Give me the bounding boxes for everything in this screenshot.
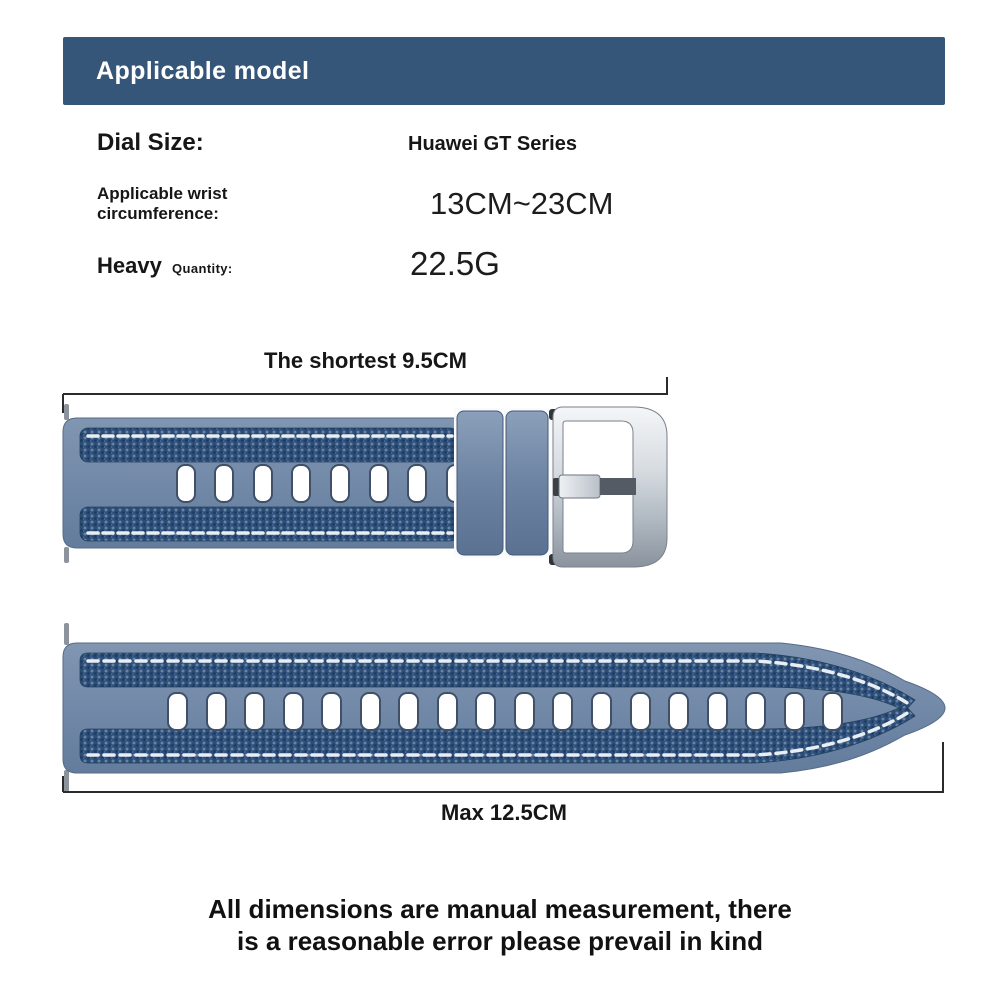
dial-size-label: Dial Size: [97, 129, 204, 156]
long-strap-caption: Max 12.5CM [441, 800, 567, 825]
long-strap-image [55, 615, 960, 800]
spring-bar-pin [64, 547, 69, 563]
short-strap-image [55, 400, 675, 575]
section-header [63, 37, 945, 105]
spring-bar-pin [64, 404, 69, 420]
wrist-circumference-label: Applicable wrist circumference: [97, 184, 228, 224]
spring-bar-pin [64, 770, 69, 792]
dimension-tick-right [666, 377, 668, 394]
buckle-tongue-tip [600, 478, 636, 495]
weight-value: 22.5G [410, 245, 500, 282]
weight-quantity-label: Quantity: [172, 261, 233, 276]
disclaimer-line-1: All dimensions are manual measurement, there [208, 894, 792, 924]
dimension-tick-right [942, 742, 944, 792]
wrist-circumference-value: 13CM~23CM [430, 186, 614, 221]
buckle-icon [549, 407, 667, 567]
disclaimer-line-2: is a reasonable error please prevail in kind [236, 926, 764, 956]
dimension-line-long [63, 791, 944, 793]
disclaimer [0, 893, 1000, 957]
section-title: Applicable model [96, 56, 310, 85]
dimension-line-short [63, 393, 668, 395]
keeper-loops [457, 411, 548, 555]
spring-bar-pin [64, 623, 69, 645]
short-strap-caption: The shortest 9.5CM [264, 348, 467, 373]
weight-label: Heavy [97, 253, 162, 278]
dial-size-value: Huawei GT Series [408, 133, 577, 155]
buckle-tongue [559, 475, 600, 498]
dimension-tick-left [62, 776, 64, 792]
